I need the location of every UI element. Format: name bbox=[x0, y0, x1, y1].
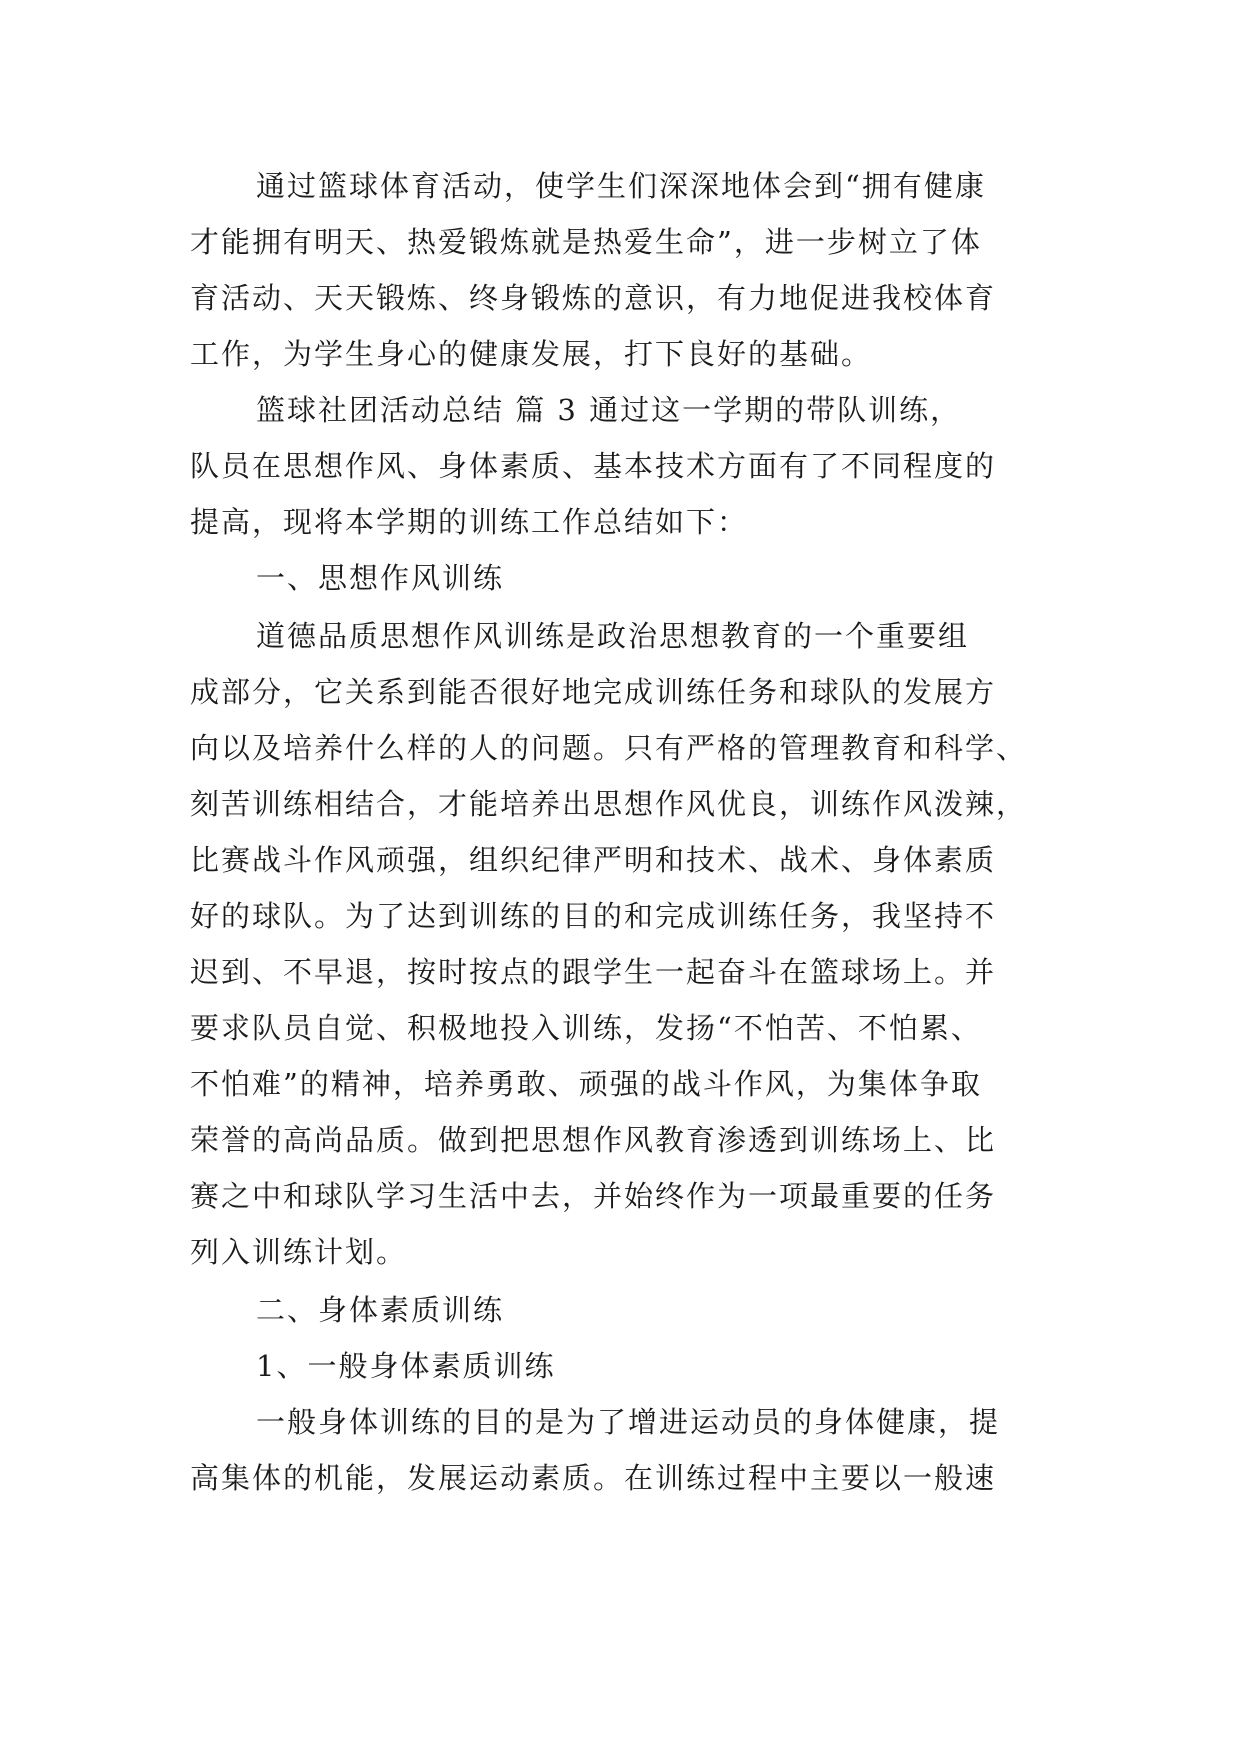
text-line: 赛之中和球队学习生活中去，并始终作为一项最重要的任务 bbox=[190, 1179, 997, 1213]
text-line: 不怕难”的精神，培养勇敢、顽强的战斗作风，为集体争取 bbox=[190, 1067, 982, 1101]
text-line: 列入训练计划。 bbox=[190, 1235, 408, 1269]
text-line: 一般身体训练的目的是为了增进运动员的身体健康，提 bbox=[256, 1405, 1001, 1439]
text-line: 刻苦训练相结合，才能培养出思想作风优良，训练作风泼辣， bbox=[190, 787, 1028, 821]
text-line: 育活动、天天锻炼、终身锻炼的意识，有力地促进我校体育 bbox=[190, 281, 997, 315]
text-line: 队员在思想作风、身体素质、基本技术方面有了不同程度的 bbox=[190, 449, 997, 483]
text-line: 迟到、不早退，按时按点的跟学生一起奋斗在篮球场上。并 bbox=[190, 955, 997, 989]
text-line: 向以及培养什么样的人的问题。只有严格的管理教育和科学、 bbox=[190, 731, 1028, 765]
text-line: 要求队员自觉、积极地投入训练，发扬“不怕苦、不怕累、 bbox=[190, 1011, 982, 1045]
subheading-general-physical: 1、一般身体素质训练 bbox=[256, 1349, 556, 1383]
text-line: 好的球队。为了达到训练的目的和完成训练任务，我坚持不 bbox=[190, 899, 997, 933]
text-line: 高集体的机能，发展运动素质。在训练过程中主要以一般速 bbox=[190, 1461, 997, 1495]
text-line: 工作，为学生身心的健康发展，打下良好的基础。 bbox=[190, 337, 873, 371]
text-line: 通过篮球体育活动，使学生们深深地体会到“拥有健康 bbox=[256, 169, 986, 203]
text-line: 才能拥有明天、热爱锻炼就是热爱生命”，进一步树立了体 bbox=[190, 225, 982, 259]
text-line: 比赛战斗作风顽强，组织纪律严明和技术、战术、身体素质 bbox=[190, 843, 997, 877]
text-line: 成部分，它关系到能否很好地完成训练任务和球队的发展方 bbox=[190, 675, 997, 709]
text-line: 荣誉的高尚品质。做到把思想作风教育渗透到训练场上、比 bbox=[190, 1123, 997, 1157]
text-line: 道德品质思想作风训练是政治思想教育的一个重要组 bbox=[256, 619, 970, 653]
heading-physical-training: 二、身体素质训练 bbox=[256, 1293, 505, 1327]
text-line: 提高，现将本学期的训练工作总结如下： bbox=[190, 505, 749, 539]
heading-thought-training: 一、思想作风训练 bbox=[256, 561, 505, 595]
section-title-line: 篮球社团活动总结 篇 3 通过这一学期的带队训练， bbox=[256, 393, 962, 427]
